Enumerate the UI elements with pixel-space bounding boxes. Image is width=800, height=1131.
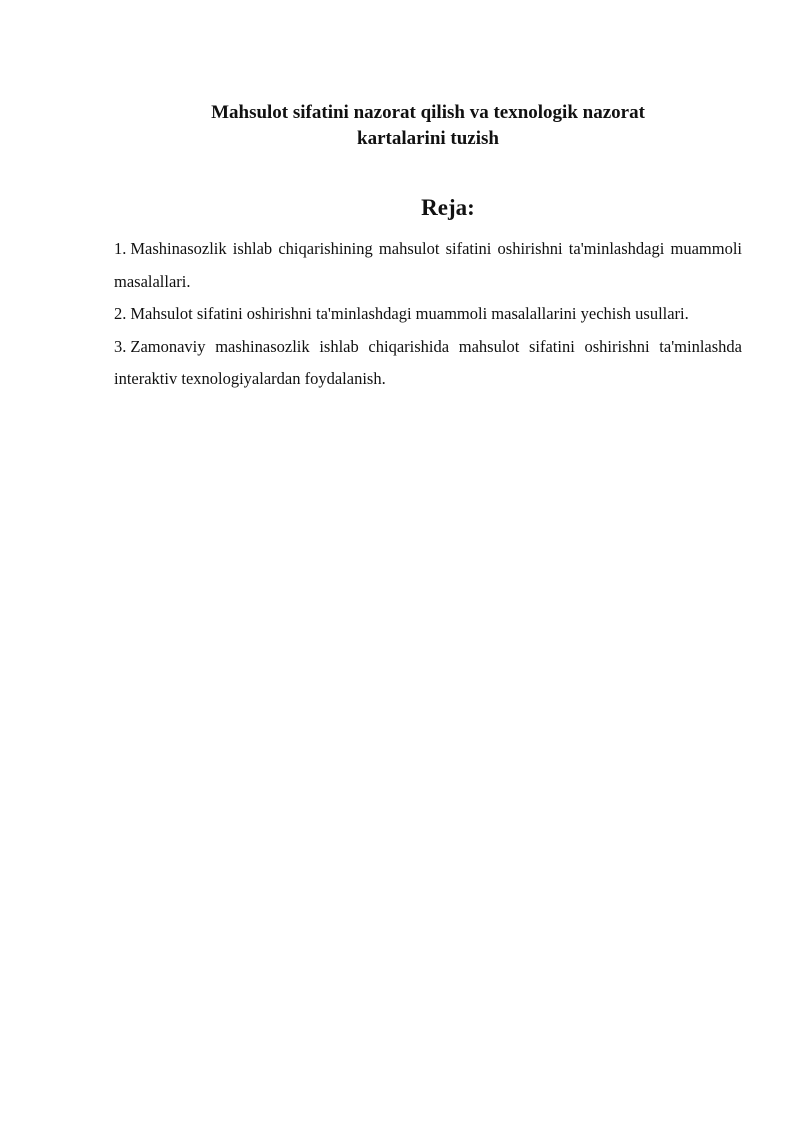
plan-item-text: Mahsulot sifatini oshirishni ta'minlashdagi muammoli masalallarini yechish usullari. bbox=[130, 304, 689, 323]
plan-item-text: Mashinasozlik ishlab chiqarishining mahsulot sifatini oshirishni ta'minlashdagi muammoli masalallari. bbox=[114, 239, 742, 291]
plan-list bbox=[114, 233, 742, 396]
plan-item-1 bbox=[114, 233, 742, 298]
title-line-1: Mahsulot sifatini nazorat qilish va texnologik nazorat bbox=[211, 102, 645, 123]
plan-item-number: 2. bbox=[114, 304, 127, 323]
document-title bbox=[114, 100, 742, 152]
plan-item-3 bbox=[114, 331, 742, 396]
plan-item-2 bbox=[114, 298, 742, 331]
title-line-2: kartalarini tuzish bbox=[357, 128, 499, 149]
plan-item-number: 1. bbox=[114, 239, 127, 258]
plan-heading: Reja: bbox=[421, 195, 475, 220]
plan-item-number: 3. bbox=[114, 336, 127, 356]
plan-item-text: Zamonaviy mashinasozlik ishlab chiqarishida mahsulot sifatini oshirishni ta'minlashda interaktiv texnologiyalardan foydalanish. bbox=[114, 336, 742, 388]
